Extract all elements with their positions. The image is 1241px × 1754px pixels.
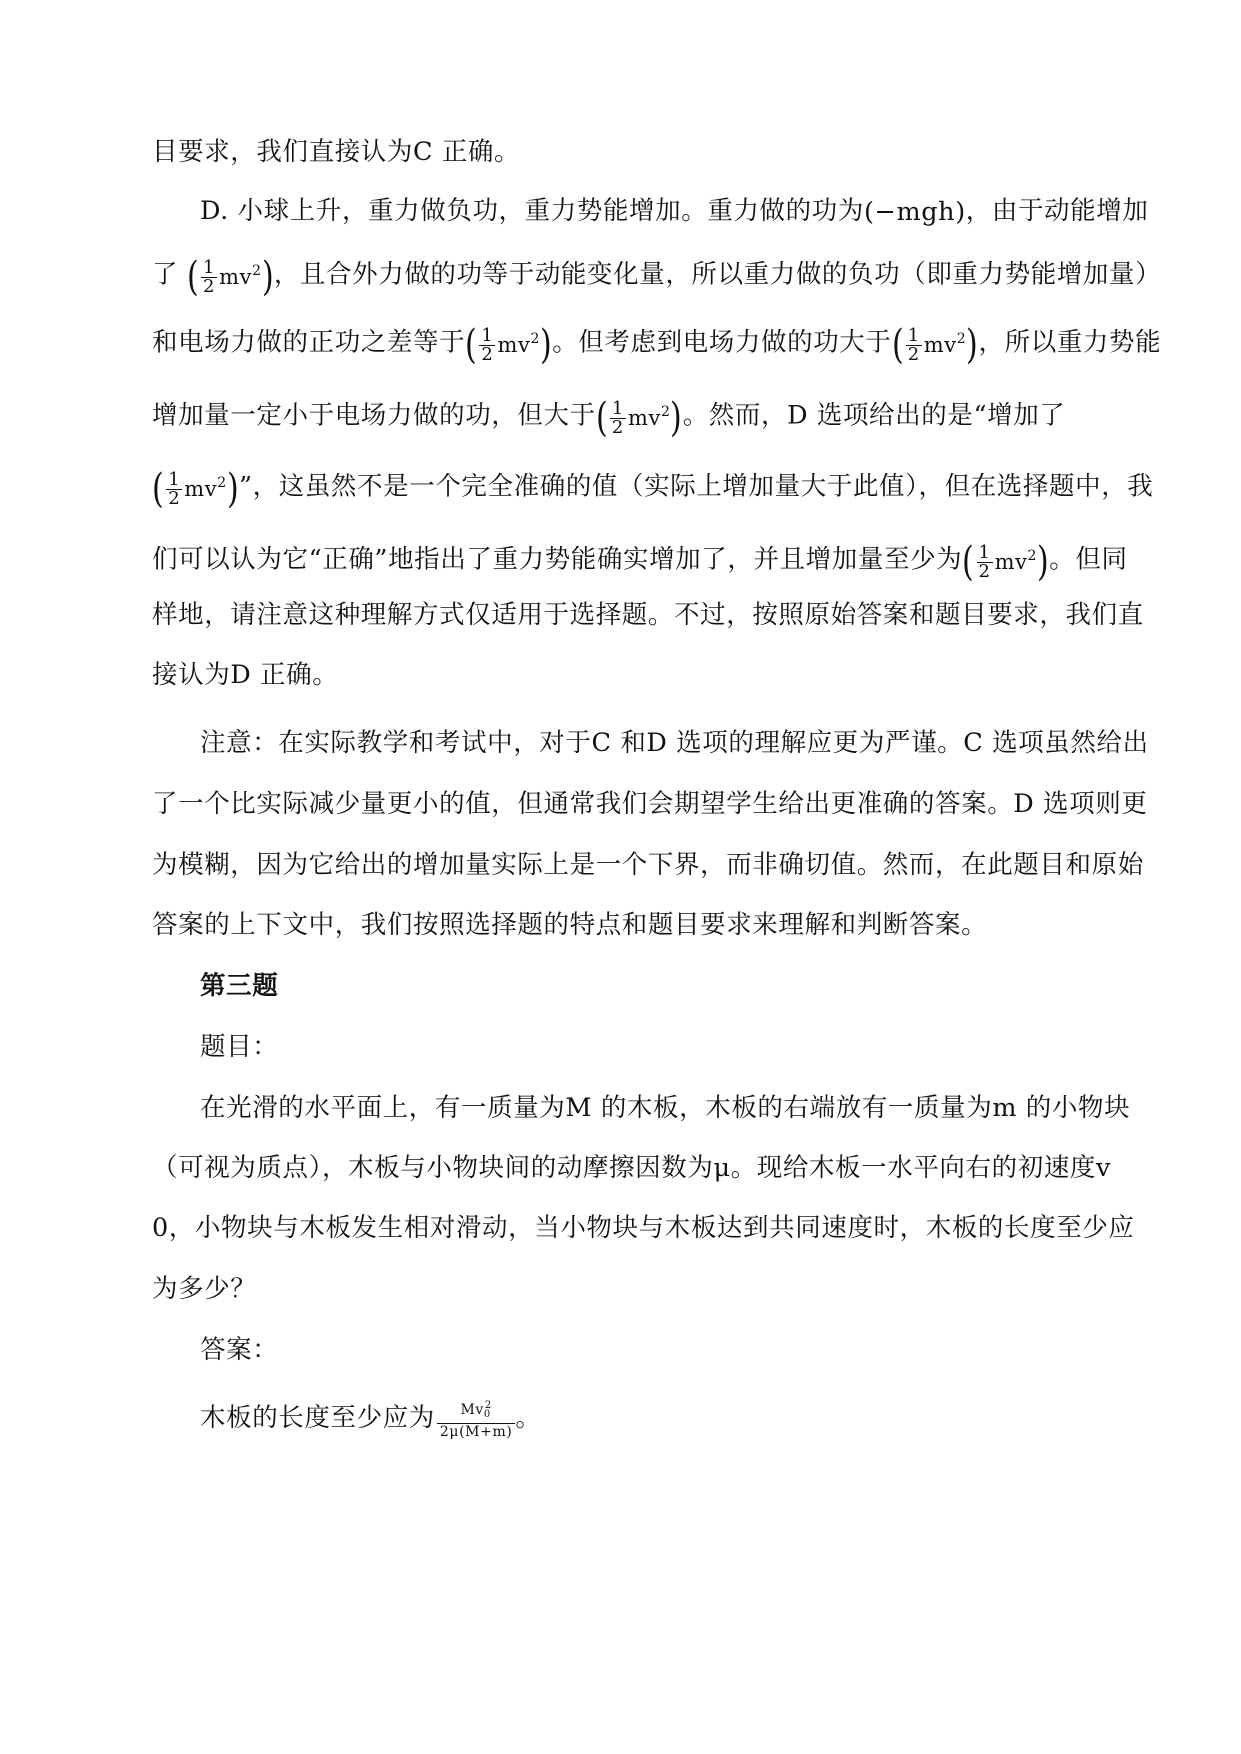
text-line: 了一个比实际减少量更小的值，但通常我们会期望学生给出更准确的答案。D 选项则更 (152, 789, 1148, 819)
text-line: 为模糊，因为它给出的增加量实际上是一个下界，而非确切值。然而，在此题目和原始 (152, 850, 1144, 880)
formula-neg-mgh: (−mgh) (863, 197, 966, 227)
text-line: 题目： (200, 1032, 279, 1062)
text-line: 和电场力做的正功之差等于( $\frac{1}{2}$ $mv^2$)。但考虑到电场力做的功大于( $\frac{1}{2}$ $mv^2$)，所以重力势能 (152, 322, 1162, 368)
section-heading: 第三题 (200, 971, 279, 1001)
text-line: 答案的上下文中，我们按照选择题的特点和题目要求来理解和判断答案。 (152, 910, 988, 940)
formula-half-mv2: ( $\frac{1}{2}$ $mv^2$) (595, 395, 683, 441)
formula-half-mv2: ( $\frac{1}{2}$ $mv^2$) (891, 322, 979, 368)
formula-half-mv2: ( $\frac{1}{2}$ $mv^2$) (152, 466, 239, 512)
text-line: 目要求，我们直接认为C 正确。 (152, 137, 521, 167)
text-line: 样地，请注意这种理解方式仅适用于选择题。不过，按照原始答案和题目要求，我们直 (152, 600, 1144, 630)
text-line: 了 ( $\frac{1}{2}$ $mv^2$)，且合外力做的功等于动能变化量，所以重力做的负功（即重力势能增加量） (152, 254, 1162, 300)
formula-half-mv2: ( $\frac{1}{2}$ $mv^2$) (465, 322, 553, 368)
text-line: D. 小球上升，重力做负功，重力势能增加。重力做的功为(−mgh)，由于动能增加 (200, 196, 1149, 227)
text-line: 增加量一定小于电场力做的功，但大于( $\frac{1}{2}$ $mv^2$)。然而，D 选项给出的是“增加了 (152, 395, 1066, 441)
formula-answer: $\frac{Mv_0^2}{2\mu(M+m)}$ (437, 1397, 515, 1441)
text-line: 们可以认为它“正确”地指出了重力势能确实增加了，并且增加量至少为( $\frac{1}{2}$ $mv^2$)。但同 (152, 539, 1128, 585)
text-line: 在光滑的水平面上，有一质量为M 的木板，木板的右端放有一质量为m 的小物块 (200, 1093, 1131, 1123)
answer-line: 木板的长度至少应为 $\frac{Mv_0^2}{2\mu(M+m)}$ 。 (200, 1397, 1150, 1441)
text-line: 0，小物块与木板发生相对滑动，当小物块与木板达到共同速度时，木板的长度至少应 (152, 1213, 1135, 1243)
text-line: 为多少？ (152, 1274, 257, 1304)
text-line: （可视为质点），木板与小物块间的动摩擦因数为μ。现给木板一水平向右的初速度v (152, 1153, 1112, 1183)
text-line: 答案： (200, 1335, 279, 1365)
formula-half-mv2: ( $\frac{1}{2}$ $mv^2$) (186, 254, 274, 300)
text-line: 注意：在实际教学和考试中，对于C 和D 选项的理解应更为严谨。C 选项虽然给出 (200, 728, 1149, 758)
text-line: 接认为D 正确。 (152, 660, 339, 690)
text-line: ( $\frac{1}{2}$ $mv^2$)”，这虽然不是一个完全准确的值（实际上增加量大于此值），但在选择题中，我 (152, 466, 1154, 512)
formula-half-mv2: ( $\frac{1}{2}$ $mv^2$) (962, 539, 1050, 585)
